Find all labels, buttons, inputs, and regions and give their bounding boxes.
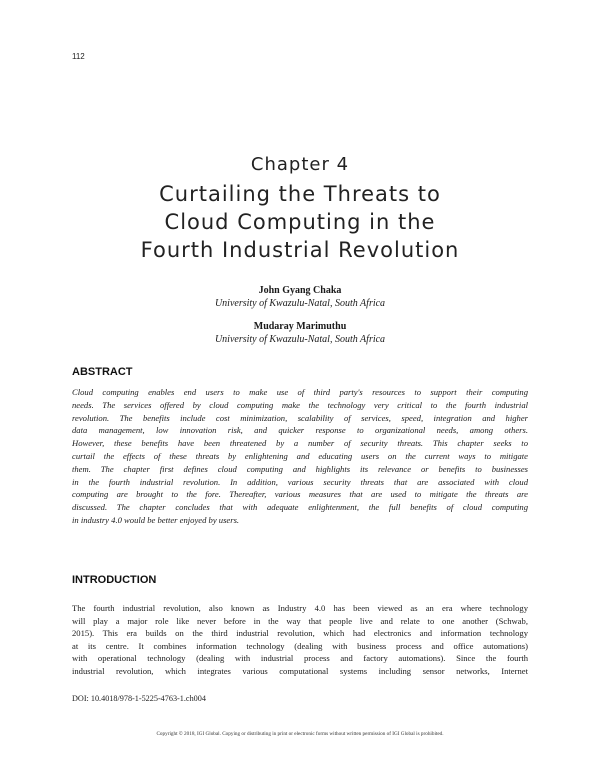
abstract-body — [72, 386, 528, 527]
abstract-line: data management, low innovation risk, and quicker response to organizational needs, among others. — [72, 425, 528, 436]
doi: DOI: 10.4018/978-1-5225-4763-1.ch004 — [72, 694, 206, 703]
author-block — [0, 320, 600, 346]
abstract-line: Cloud computing enables end users to make use of third party's resources to support their computing — [72, 387, 528, 397]
introduction-line: The fourth industrial revolution, also known as Industry 4.0 has been viewed as an era where technology — [72, 603, 528, 613]
abstract-heading: ABSTRACT — [72, 366, 133, 378]
abstract-line: needs. The services offered by cloud computing make the technology very critical to the fourth industrial — [72, 399, 528, 410]
chapter-title-line: Cloud Computing in the — [164, 210, 436, 234]
abstract-line: curtail the effects of these threats by enlightening and educating users on the current ways to mitigate — [72, 450, 528, 461]
introduction-line: 2015). This era builds on the third industrial revolution, which had electronics and information technology — [72, 628, 528, 639]
author-name: Mudaray Marimuthu — [253, 321, 347, 332]
page-number: 112 — [72, 52, 85, 61]
introduction-line: will play a major role like never before in the way that people live and relate to one another (Schwab, — [72, 615, 528, 626]
author-affiliation: University of Kwazulu-Natal, South Africa — [214, 298, 386, 309]
copyright-notice: Copyright © 2018, IGI Global. Copying or distributing in print or electronic forms without written permission of IGI Global is prohibited. — [156, 731, 444, 737]
chapter-title — [60, 180, 540, 264]
introduction-body — [72, 602, 528, 678]
chapter-label: Chapter 4 — [250, 154, 350, 175]
chapter-title-line: Fourth Industrial Revolution — [140, 238, 460, 262]
abstract-line: However, these benefits have been threatened by a number of security threats. This chapter seeks to — [72, 438, 528, 449]
chapter-title-line: Curtailing the Threats to — [159, 182, 441, 206]
author-block — [0, 284, 600, 310]
author-name: John Gyang Chaka — [258, 285, 342, 296]
introduction-line: industrial revolution, which integrates various computational systems including sensor networks, Internet — [72, 665, 528, 676]
abstract-line: in industry 4.0 would be better enjoyed by users. — [72, 514, 240, 525]
introduction-line: with operational technology (dealing with industrial process and factory automations). Since the fourth — [72, 653, 528, 664]
abstract-line: discussed. The chapter concludes that with adequate enlightenment, the full benefits of cloud computing — [72, 502, 528, 513]
abstract-line: in the fourth industrial revolution. In addition, various security threats that are associated with cloud — [72, 476, 528, 487]
introduction-heading: INTRODUCTION — [72, 574, 157, 586]
abstract-line: computing are brought to the fore. Thereafter, various measures that are used to mitigate the threats are — [72, 489, 528, 500]
introduction-line: at its centre. It combines information technology (dealing with business process and office automations) — [72, 640, 528, 651]
abstract-line: them. The chapter first defines cloud computing and highlights its relevance or benefits to businesses — [72, 463, 528, 474]
abstract-line: revolution. The benefits include cost minimization, scalability of services, speed, integration and higher — [72, 412, 528, 423]
author-affiliation: University of Kwazulu-Natal, South Africa — [214, 334, 386, 345]
